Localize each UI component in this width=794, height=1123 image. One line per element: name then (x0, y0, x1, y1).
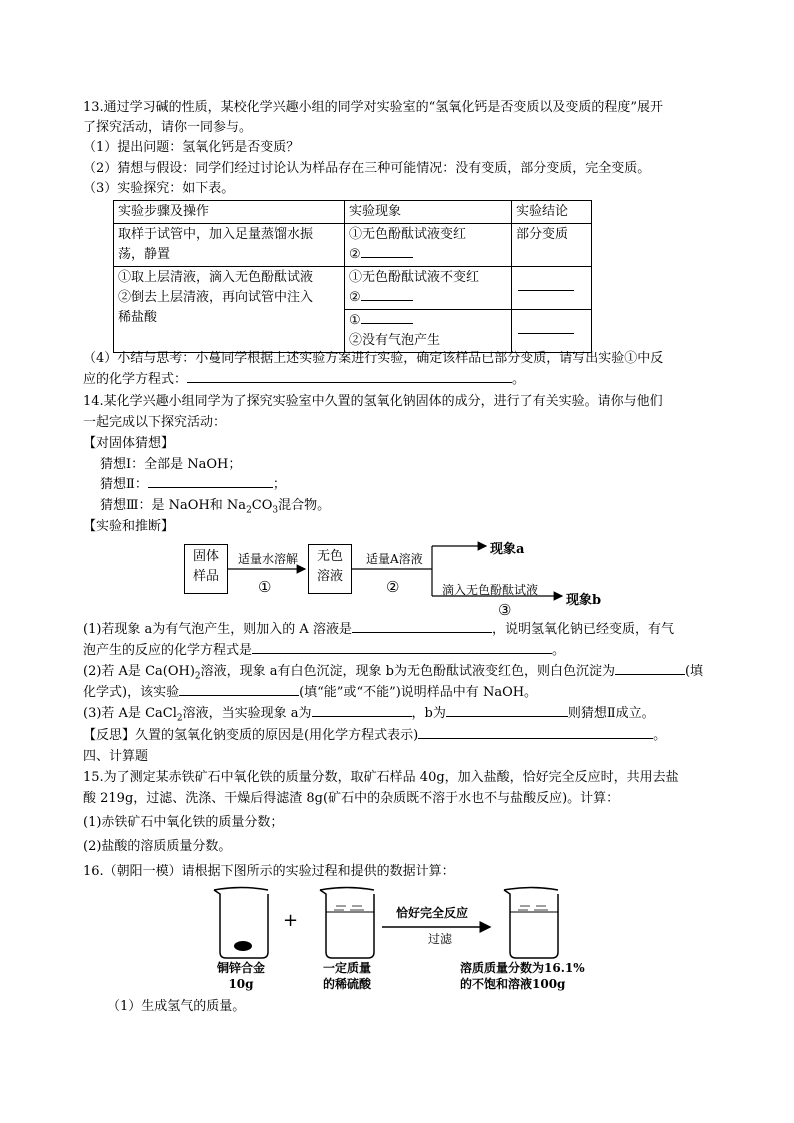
answer-blank[interactable] (418, 726, 653, 739)
answer-blank[interactable] (312, 704, 412, 717)
table-text: ①无色酚酞试液不变红 (349, 270, 480, 285)
q14-reflection-end: 。 (653, 728, 667, 743)
q15-line4: (2)盐酸的溶质质量分数。 (83, 839, 232, 854)
q13-step1: （1）提出问题：氢氧化钙是否变质？ (83, 140, 300, 155)
table-text: ②没有气泡产生 (349, 333, 441, 348)
q14-part2-text: (填 (684, 664, 704, 679)
caption-text: 一定质量 (322, 961, 371, 975)
q13-intro-line2: 了探究活动，请你一同参与。 (83, 120, 253, 135)
flow-box-text: 无色 (316, 549, 343, 564)
q14-part1-end: 。 (552, 643, 566, 658)
table-text: ②倒去上层清液，再向试管中注入 (118, 290, 314, 305)
q14-part1-text: ，说明氢氧化钠已经变质，有气 (491, 622, 674, 637)
q16-part1: （1）生成氢气的质量。 (107, 999, 246, 1014)
q14-part3-text: 溶液，当实验现象 a为 (182, 706, 312, 721)
flow-box-text: 溶液 (316, 569, 343, 584)
q14-part2-text: 化学式)，该实验 (83, 685, 180, 700)
section-heading-calculation: 四、计算题 (83, 749, 149, 764)
alloy-lump (234, 941, 252, 951)
table-text: 取样于试管中，加入足量蒸馏水振 (118, 227, 314, 242)
table-text: ①无色酚酞试液变红 (349, 227, 467, 242)
flow-box-text: 固体 (192, 549, 219, 564)
q14-part1-text: (1)若现象 a为有气泡产生，则加入的 A 溶液是 (83, 622, 352, 637)
table-text: 稀盐酸 (118, 310, 158, 325)
q15-line2: 酸 219g，过滤、洗涤、干燥后得滤渣 8g(矿石中的杂质既不溶于水也不与盐酸反应)。计算： (83, 791, 620, 806)
subscript: 3 (272, 505, 279, 516)
q14-part2-text: (2)若 A是 Ca(OH) (83, 664, 195, 679)
flow-step-1: ① (258, 578, 272, 596)
answer-blank[interactable] (179, 683, 299, 696)
beaker-illustration (0, 880, 794, 990)
beaker-solution (504, 888, 558, 959)
q14-reflection-text: 【反思】久置的氢氧化钠变质的原因是(用化学方程式表示) (83, 728, 419, 743)
table-text: ①取上层清液，滴入无色酚酞试液 (118, 270, 314, 285)
flow-outcome-b: 现象b (566, 593, 602, 608)
answer-blank[interactable] (352, 620, 492, 633)
subscript: 2 (176, 713, 183, 724)
q13-step4-line1: （4）小结与思考：小蔓同学根据上述实验方案进行实验，确定该样品已部分变质，请写出实验①中反 (83, 351, 664, 366)
table-header-phenomena: 实验现象 (345, 201, 512, 224)
q14-part1-text: 泡产生的反应的化学方程式是 (83, 643, 253, 658)
q14-intro-line1: 14.某化学兴趣小组同学为了探究实验室中久置的氢氧化钠固体的成分，进行了有关实验。请你与他们 (83, 394, 663, 409)
q14-part2-text: (填“能”或“不能”)说明样品中有 NaOH。 (299, 685, 538, 700)
caption-acid (316, 960, 378, 992)
caption-alloy (212, 960, 270, 992)
arrow-label-filter: 过滤 (428, 932, 453, 946)
arrow-label-complete-reaction: 恰好完全反应 (396, 906, 469, 920)
q13-step4-text: 应的化学方程式： (83, 372, 188, 387)
flow-label-phenolphthalein: 滴入无色酚酞试液 (442, 583, 539, 597)
q14-guess3-text: 混合物。 (278, 498, 331, 513)
flow-outcome-a: 现象a (490, 542, 525, 557)
beaker-acid (320, 888, 374, 959)
q13-intro-line1: 13.通过学习碱的性质，某校化学兴趣小组的同学对实验室的“氢氧化钙是否变质以及变质的程度”展开 (83, 100, 663, 115)
subscript: 2 (194, 671, 201, 682)
plus-sign: + (283, 910, 299, 931)
flow-step-3: ③ (498, 601, 512, 619)
answer-blank[interactable] (446, 704, 568, 717)
q14-part1-line1 (83, 620, 674, 640)
caption-text: 的不饱和溶液100g (460, 977, 566, 991)
q14-guess2-text: 猜想Ⅱ： (100, 477, 148, 492)
table-text: ② (349, 247, 361, 262)
q14-guess3-text: CO (251, 498, 273, 513)
table-cell: 部分变质 (512, 224, 592, 267)
q15-line1: 15.为了测定某赤铁矿石中氧化铁的质量分数，取矿石样品 40g，加入盐酸，恰好完全反应时，共用去盐 (83, 770, 679, 785)
table-header-conclusion: 实验结论 (512, 201, 592, 224)
q16-line1: 16.（朝阳一模）请根据下图所示的实验过程和提供的数据计算： (83, 864, 455, 879)
table-text: ① (349, 313, 361, 328)
q13-step4-end: 。 (512, 372, 526, 387)
flow-step-2: ② (386, 578, 400, 596)
q14-guess1: 猜想Ⅰ：全部是 NaOH； (100, 457, 242, 472)
caption-text: 溶质质量分数为16.1% (460, 961, 585, 975)
q14-guess3-text: 猜想Ⅲ：是 NaOH和 Na (100, 498, 247, 513)
answer-blank[interactable] (615, 662, 685, 675)
q14-part3-text: (3)若 A是 CaCl (83, 706, 177, 721)
q13-step2: （2）猜想与假设：同学们经过讨论认为样品存在三种可能情况：没有变质，部分变质，完全变质。 (83, 161, 651, 176)
table-text: 荡，静置 (118, 247, 171, 262)
q14-part2-line2 (83, 683, 537, 703)
q13-step3: （3）实验探究：如下表。 (83, 181, 235, 196)
q14-part3 (83, 704, 655, 729)
caption-text: 的稀硫酸 (322, 977, 371, 991)
flow-label-dissolve: 适量水溶解 (238, 552, 299, 566)
q14-part3-text: ，b为 (411, 706, 446, 721)
q15-line3: (1)赤铁矿石中氧化铁的质量分数； (83, 815, 284, 830)
flow-box-text: 样品 (192, 569, 219, 584)
q14-reflection (83, 726, 666, 746)
q14-guess-heading: 【对固体猜想】 (83, 436, 175, 451)
answer-blank[interactable] (252, 641, 552, 654)
table-header-steps: 实验步骤及操作 (114, 201, 345, 224)
q14-exp-heading: 【实验和推断】 (83, 519, 175, 534)
subscript: 2 (246, 505, 252, 516)
q14-part2-text: 溶液，现象 a有白色沉淀，现象 b为无色酚酞试液变红色，则白色沉淀为 (200, 664, 615, 679)
table-text: ② (349, 290, 361, 305)
q14-intro-line2: 一起完成以下探究活动： (83, 415, 227, 430)
caption-solution (460, 960, 600, 992)
flow-label-solution-a: 适量A溶液 (366, 552, 423, 566)
q14-part1-line2 (83, 641, 565, 661)
caption-text: 10g (228, 977, 254, 991)
q14-part3-text: 则猜想Ⅱ成立。 (567, 706, 655, 721)
caption-text: 铜锌合金 (216, 961, 265, 975)
q14-guess2-end: ； (272, 477, 286, 492)
